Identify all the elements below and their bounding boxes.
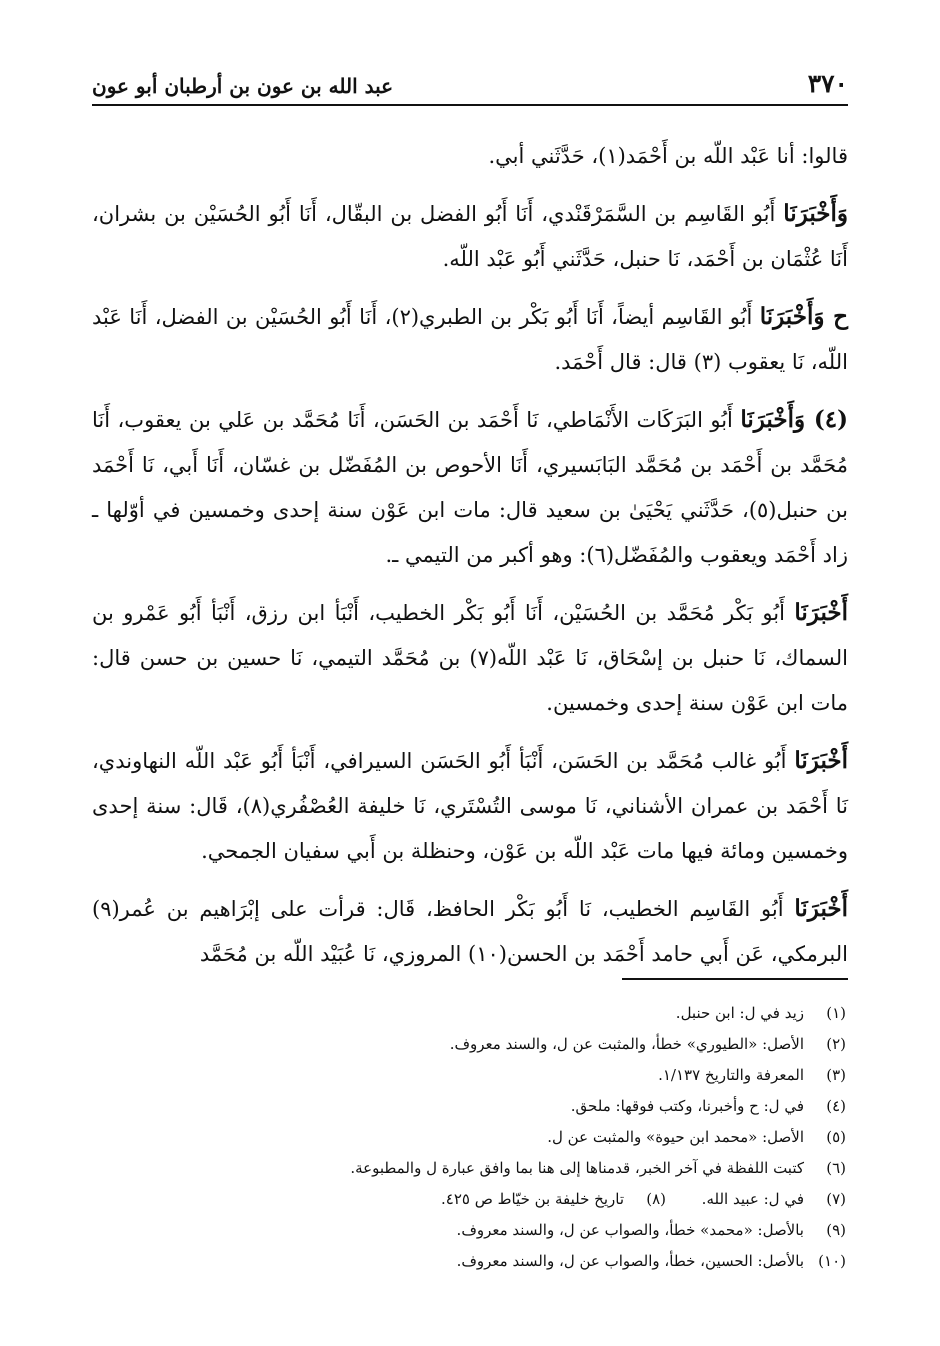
footnote-number: (٩) [826,1221,846,1239]
footnote-9 [92,1215,846,1246]
footnote-text: في ل: ح وأخبرنا، وكتب فوقها: ملحق. [570,1097,804,1115]
footnote-text: في ل: عبيد الله. [701,1190,804,1208]
page-header [92,62,848,106]
footnote-number: (٥) [826,1128,846,1146]
paragraph-5 [92,590,848,726]
footnote-3 [92,1060,846,1091]
paragraph-lead: أَخْبَرَنَا [794,747,849,774]
paragraph-text: أَبُو بَكْر مُحَمَّد بن الحُسَيْن، أَنَا أَبُو بَكْر الخطيب، أَنْبَأ ابن رزق، أَنْبَأ أَبُو عَمْرو بن السماك، نَا حنبل بن إسْحَاق، نَا عَبْد اللّه(٧) بن مُحَمَّد التيمي، نَا حسين بن حسن قال: مات ابن عَوْن سنة إحدى وخمسين. [92,601,848,715]
footnote-10 [92,1246,846,1277]
footnote-number: (٤) [826,1097,846,1115]
paragraph-text: أَبُو البَرَكَات الأَنْمَاطي، نَا أَحْمَد بن الحَسَن، أَنَا مُحَمَّد بن عَلي بن يعقوب، أَنَا مُحَمَّد بن أَحْمَد بن مُحَمَّد البَابَسيري، أَنَا الأحوص بن المُفَضّل بن غسّان، أَنَا أَبي، نَا أَحْمَد بن حنبل(٥)، حَدَّثَني يَحْيَىٰ بن سعيد قال: مات ابن عَوْن سنة إحدى وخمسين في أوّلها ـ زاد أَحْمَد ويعقوب والمُفَضّل(٦): وهو أكبر من التيمي ـ. [92,408,848,567]
footnote-text: المعرفة والتاريخ ١/١٣٧. [658,1066,804,1084]
paragraph-1 [92,133,848,179]
footnote-number: (٧) [826,1190,846,1208]
paragraph-lead: ح وَأَخْبَرَنَا [759,303,849,330]
footnote-number: (٢) [826,1035,846,1053]
footnote-7 [666,1184,846,1215]
paragraph-6 [92,738,848,874]
footnote-number: (٦) [826,1159,846,1177]
footnotes [92,998,846,1277]
footnote-8 [441,1184,666,1215]
page-number: ٣٧٠ [807,69,848,98]
footnote-separator [622,978,848,980]
footnote-number: (١) [826,1004,846,1022]
main-text [92,133,848,989]
footnote-6 [92,1153,846,1184]
footnote-4 [92,1091,846,1122]
paragraph-lead: وَأَخْبَرَنَا [783,200,848,227]
paragraph-7 [92,886,848,977]
paragraph-text: أَبُو القَاسِم الخطيب، نَا أَبُو بَكْر الحافظ، قَال: قرأت على إبْرَاهيم بن عُمر(٩) البرمكي، عَن أَبي حامد أَحْمَد بن الحسن(١٠) المروزي، نَا عُبَيْد اللّه بن مُحَمَّد [92,897,848,966]
footnote-pair-7-8 [92,1184,846,1215]
footnote-text: الأصل: «الطيوري» خطأ، والمثبت عن ل، والسند معروف. [449,1035,804,1053]
paragraph-3 [92,294,848,385]
footnote-number: (٣) [826,1066,846,1084]
footnote-text: كتبت اللفظة في آخر الخبر، قدمناها إلى هنا بما وافق عبارة ل والمطبوعة. [350,1159,804,1177]
paragraph-lead: أَخْبَرَنَا [794,599,848,626]
footnote-number: (٨) [646,1190,666,1208]
footnote-text: زيد في ل: ابن حنبل. [675,1004,804,1022]
paragraph-text: قالوا: أنا عَبْد اللّه بن أَحْمَد(١)، حَدَّثَني أبي. [488,144,848,168]
footnote-text: بالأصل: الحسين، خطأ، والصواب عن ل، والسند معروف. [456,1252,804,1270]
paragraph-2 [92,191,848,282]
footnote-2 [92,1029,846,1060]
footnote-text: الأصل: «محمد ابن حيوة» والمثبت عن ل. [547,1128,804,1146]
paragraph-4 [92,397,848,578]
paragraph-lead: أَخْبَرَنَا [794,895,848,922]
footnote-1 [92,998,846,1029]
paragraph-lead: (٤) وَأَخْبَرَنَا [740,406,848,433]
footnote-5 [92,1122,846,1153]
paragraph-text: أَبُو القَاسِم بن السَّمَرْقَنْدي، أَنَا أَبُو الفضل بن البقّال، أَنَا أَبُو الحُسَيْن بن بشران، أَنَا عُثْمَان بن أَحْمَد، نَا حنبل، حَدَّثَني أَبُو عَبْد اللّه. [92,202,848,271]
running-title: عبد الله بن عون بن أرطبان أبو عون [92,74,394,98]
footnote-text: تاريخ خليفة بن خيّاط ص ٤٢٥. [440,1190,624,1208]
footnote-number: (١٠) [818,1252,846,1270]
footnote-text: بالأصل: «محمد» خطأ، والصواب عن ل، والسند معروف. [456,1221,804,1239]
paragraph-text: أَبُو القَاسِم أيضاً، أَنَا أَبُو بَكْر بن الطبري(٢)، أَنَا أَبُو الحُسَيْن بن الفضل، أَنَا عَبْد اللّه، نَا يعقوب (٣) قال: قال أَحْمَد. [92,305,848,374]
paragraph-text: أَبُو غالب مُحَمَّد بن الحَسَن، أَنْبَأ أَبُو الحَسَن السيرافي، أَنْبَأ أَبُو عَبْد اللّه النهاوندي، نَا أَحْمَد بن عمران الأشناني، نَا موسى التُسْتَري، نَا خليفة العُصْفُري(٨)، قَال: سنة إحدى وخمسين ومائة فيها مات عَبْد اللّه بن عَوْن، وحنظلة بن أَبي سفيان الجمحي. [92,749,849,863]
